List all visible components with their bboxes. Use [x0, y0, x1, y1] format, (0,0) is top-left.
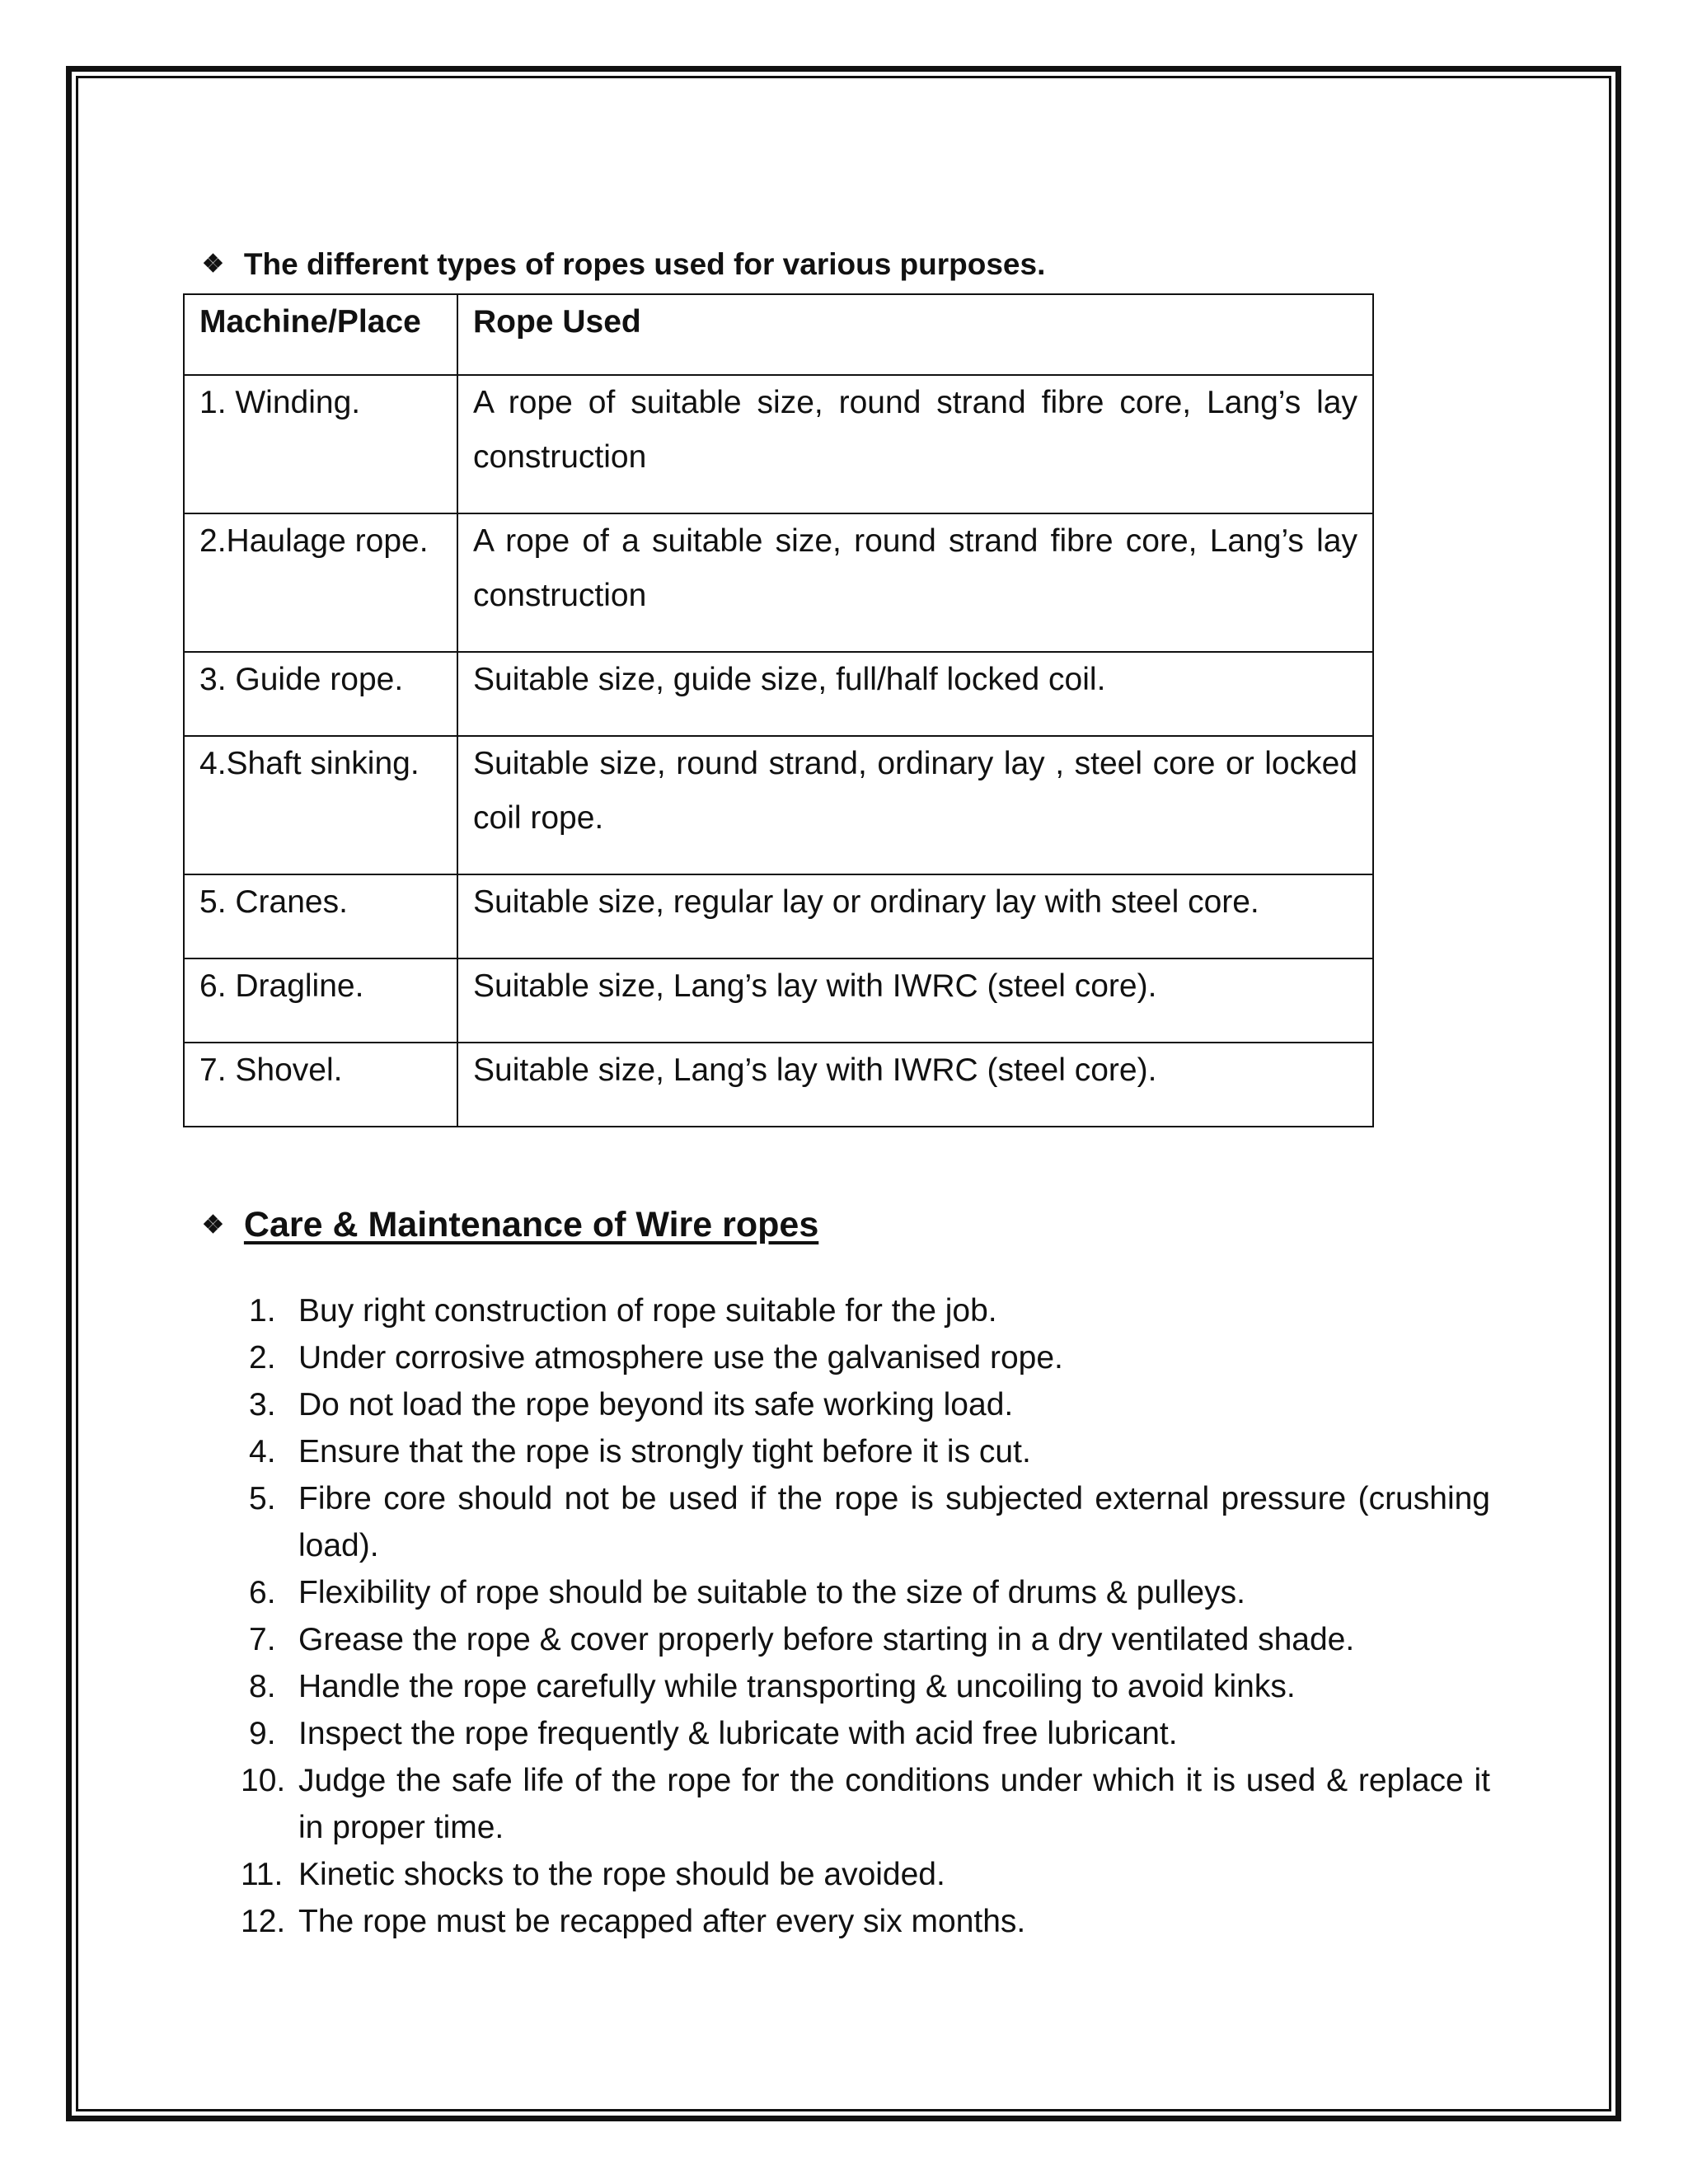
list-item-number: 8. — [249, 1669, 276, 1704]
list-item-text: Handle the rope carefully while transporting & uncoiling to avoid kinks. — [298, 1669, 1296, 1704]
list-item-text: Grease the rope & cover properly before starting in a dry ventilated shade. — [298, 1622, 1355, 1657]
list-item — [241, 1287, 1490, 1334]
list-item-text: Ensure that the rope is strongly tight before it is cut. — [298, 1434, 1031, 1469]
table-cell-machine: 2.Haulage rope. — [184, 513, 457, 652]
list-item-number: 5. — [249, 1481, 276, 1516]
table-cell-rope: Suitable size, Lang’s lay with IWRC (steel core). — [457, 958, 1373, 1043]
list-item-text: Buy right construction of rope suitable for the job. — [298, 1293, 997, 1329]
table-row — [184, 652, 1373, 736]
table-row — [184, 375, 1373, 513]
list-item — [241, 1428, 1490, 1475]
column-header-rope: Rope Used — [457, 294, 1373, 375]
table-cell-rope: Suitable size, Lang’s lay with IWRC (steel core). — [457, 1043, 1373, 1127]
list-item-text: Flexibility of rope should be suitable to the size of drums & pulleys. — [298, 1575, 1245, 1610]
list-item-text: The rope must be recapped after every six months. — [298, 1904, 1026, 1939]
table-cell-machine: 5. Cranes. — [184, 874, 457, 958]
list-item-number: 4. — [249, 1434, 276, 1469]
table-row — [184, 958, 1373, 1043]
list-item-text: Judge the safe life of the rope for the conditions under which it is used & replace it in proper time. — [298, 1763, 1490, 1845]
table-cell-machine: 6. Dragline. — [184, 958, 457, 1043]
care-maintenance-heading — [202, 1205, 818, 1245]
table-row — [184, 513, 1373, 652]
table-row — [184, 1043, 1373, 1127]
rope-types-table — [183, 293, 1374, 1127]
table-row — [184, 874, 1373, 958]
list-item-text: Fibre core should not be used if the rope is subjected external pressure (crushing load). — [298, 1481, 1490, 1563]
list-item-text: Inspect the rope frequently & lubricate with acid free lubricant. — [298, 1716, 1178, 1751]
list-item — [241, 1898, 1490, 1945]
list-item-number: 9. — [249, 1716, 276, 1751]
list-item-text: Under corrosive atmosphere use the galvanised rope. — [298, 1340, 1063, 1376]
table-cell-rope: Suitable size, guide size, full/half locked coil. — [457, 652, 1373, 736]
table-cell-machine: 1. Winding. — [184, 375, 457, 513]
care-maintenance-heading-text: Care & Maintenance of Wire ropes — [243, 1205, 819, 1244]
table-cell-rope: Suitable size, round strand, ordinary lay , steel core or locked coil rope. — [457, 736, 1373, 874]
table-cell-machine: 3. Guide rope. — [184, 652, 457, 736]
list-item — [241, 1710, 1490, 1757]
list-item — [241, 1569, 1490, 1616]
list-item-number: 7. — [249, 1622, 276, 1657]
table-header-row — [184, 294, 1373, 375]
diamond-bullet-icon: ❖ — [202, 1211, 224, 1239]
diamond-bullet-icon: ❖ — [202, 251, 224, 278]
list-item-number: 3. — [249, 1387, 276, 1422]
list-item-number: 2. — [249, 1340, 276, 1376]
list-item-text: Do not load the rope beyond its safe working load. — [298, 1387, 1014, 1422]
list-item — [241, 1334, 1490, 1381]
rope-types-heading — [202, 247, 1045, 282]
table-cell-rope: A rope of suitable size, round strand fibre core, Lang’s lay construction — [457, 375, 1373, 513]
table-cell-rope: Suitable size, regular lay or ordinary lay with steel core. — [457, 874, 1373, 958]
table-row — [184, 736, 1373, 874]
list-item — [241, 1381, 1490, 1428]
table-cell-rope: A rope of a suitable size, round strand fibre core, Lang’s lay construction — [457, 513, 1373, 652]
list-item-number: 10. — [241, 1763, 286, 1798]
list-item-number: 11. — [241, 1857, 284, 1892]
list-item — [241, 1616, 1490, 1663]
list-item — [241, 1757, 1490, 1851]
list-item — [241, 1851, 1490, 1898]
column-header-machine: Machine/Place — [184, 294, 457, 375]
table-cell-machine: 7. Shovel. — [184, 1043, 457, 1127]
list-item-number: 6. — [249, 1575, 276, 1610]
list-item-text: Kinetic shocks to the rope should be avoided. — [298, 1857, 945, 1892]
care-maintenance-list — [241, 1287, 1490, 1945]
rope-types-heading-text: The different types of ropes used for various purposes. — [243, 247, 1046, 281]
list-item — [241, 1475, 1490, 1569]
table-cell-machine: 4.Shaft sinking. — [184, 736, 457, 874]
list-item-number: 1. — [249, 1293, 276, 1329]
list-item — [241, 1663, 1490, 1710]
list-item-number: 12. — [241, 1904, 286, 1939]
